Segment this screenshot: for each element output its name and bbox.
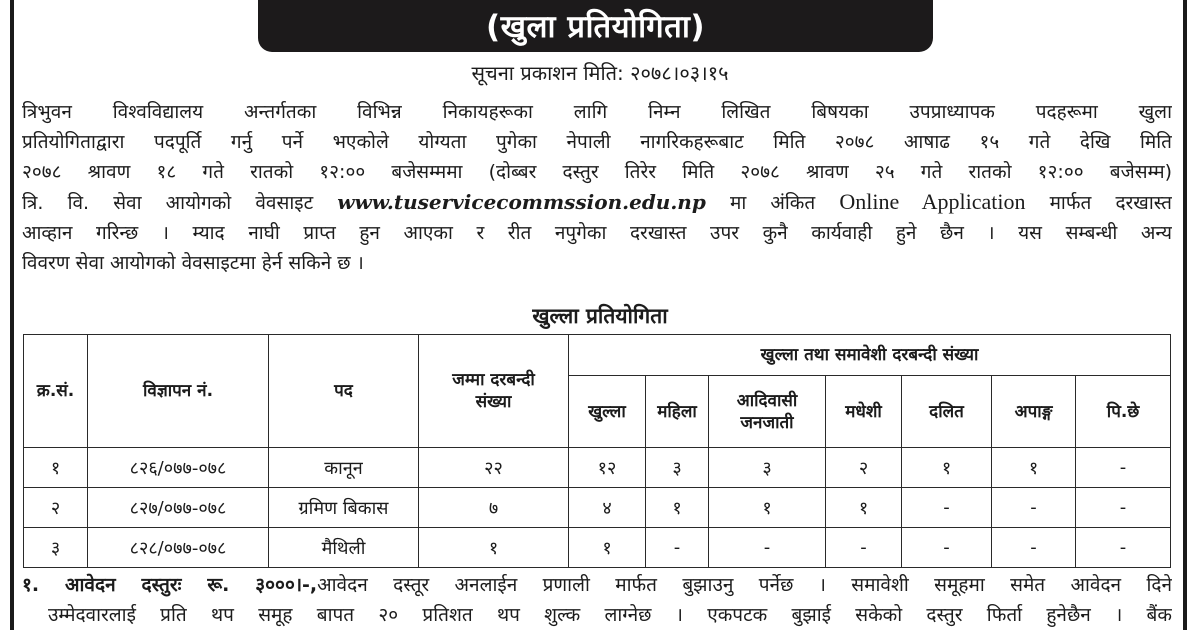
cell-post: कानून	[269, 448, 419, 488]
header-serial: क्र.सं.	[24, 335, 88, 448]
header-post: पद	[269, 335, 419, 448]
notice-line-4-prefix: त्रि. वि. सेवा आयोगको वेवसाइट	[22, 192, 338, 214]
cell-total: ७	[419, 488, 569, 528]
footer-notes	[22, 570, 1172, 630]
cell-women: १	[646, 488, 709, 528]
fee-amount: रू. ३०००।-,	[181, 574, 318, 596]
notice-line-4	[22, 187, 1172, 218]
cell-dalit: १	[902, 448, 992, 488]
cell-women: -	[646, 528, 709, 568]
cell-advert-no: ८२७/०७७-०७८	[88, 488, 269, 528]
fee-label: १. आवेदन दस्तुरः	[22, 574, 182, 596]
header-adivasi-line-2: जनजाती	[740, 412, 794, 433]
header-total	[419, 335, 569, 448]
cell-disabled: -	[992, 488, 1076, 528]
cell-serial: ३	[24, 528, 88, 568]
header-adivasi	[709, 376, 826, 448]
table-row	[24, 488, 1171, 528]
cell-madhesi: १	[826, 488, 902, 528]
cell-advert-no: ८२८/०७७-०७८	[88, 528, 269, 568]
cell-adivasi: -	[709, 528, 826, 568]
fee-text: आवेदन दस्तूर अनलाईन प्रणाली मार्फत बुझाउनु पर्नेछ । समावेशी समूहमा समेत आवेदन दिने	[317, 574, 1172, 596]
cell-adivasi: ३	[709, 448, 826, 488]
cell-disabled: १	[992, 448, 1076, 488]
header-women: महिला	[646, 376, 709, 448]
header-adivasi-line-1: आदिवासी	[736, 390, 798, 411]
table-title: खुल्ला प्रतियोगिता	[532, 304, 668, 328]
cell-post: मैथिली	[269, 528, 419, 568]
cell-post: ग्रमिण बिकास	[269, 488, 419, 528]
header-open: खुल्ला	[569, 376, 646, 448]
cell-madhesi: २	[826, 448, 902, 488]
cell-dalit: -	[902, 528, 992, 568]
table-header-row-1	[24, 335, 1171, 376]
table-row	[24, 448, 1171, 488]
footer-item-1-line-2: उम्मेदवारलाई प्रति थप समूह बापत २० प्रतिशत थप शुल्क लाग्नेछ । एकपटक बुझाई सकेको दस्तुर फिर्ता हुनेछैन । बैंक	[48, 604, 1172, 626]
cell-open: १	[569, 528, 646, 568]
footer-item-1	[22, 570, 1172, 600]
cell-total: १	[419, 528, 569, 568]
notice-paragraph	[22, 97, 1172, 278]
online-application-text: Online Application	[839, 189, 1026, 214]
vacancy-table	[23, 334, 1171, 568]
cell-open: ४	[569, 488, 646, 528]
title-banner	[258, 0, 933, 52]
cell-adivasi: १	[709, 488, 826, 528]
cell-disabled: -	[992, 528, 1076, 568]
notice-line-4-middle: मा अंकित	[705, 192, 840, 214]
cell-women: ३	[646, 448, 709, 488]
header-total-line-2: संख्या	[475, 392, 512, 412]
notice-line-1: त्रिभुवन विश्वविद्यालय अन्तर्गतका विभिन्न निकायहरूका लागि निम्न लिखित बिषयका उपप्राध्यापक पदहरूमा खुला	[22, 101, 1172, 123]
cell-backward: -	[1076, 448, 1171, 488]
cell-backward: -	[1076, 528, 1171, 568]
cell-serial: २	[24, 488, 88, 528]
header-dalit: दलित	[902, 376, 992, 448]
cell-dalit: -	[902, 488, 992, 528]
notice-line-3: २०७८ श्रावण १८ गते रातको १२:०० बजेसम्ममा (दोब्बर दस्तुर तिरेर मिति २०७८ श्रावण २५ गते रातको १२:०० बजेसम्म)	[22, 161, 1172, 183]
notice-line-4-suffix: मार्फत दरखास्त	[1025, 192, 1172, 214]
publication-date: सूचना प्रकाशन मिति: २०७८।०३।१५	[471, 61, 729, 85]
header-madhesi: मधेशी	[826, 376, 902, 448]
table-row	[24, 528, 1171, 568]
header-backward: पि.छे	[1076, 376, 1171, 448]
cell-advert-no: ८२६/०७७-०७८	[88, 448, 269, 488]
header-advert-no: विज्ञापन नं.	[88, 335, 269, 448]
website-link[interactable]: www.tuservicecommssion.edu.np	[337, 190, 706, 214]
header-group: खुल्ला तथा समावेशी दरबन्दी संख्या	[569, 335, 1171, 376]
cell-madhesi: -	[826, 528, 902, 568]
notice-line-2: प्रतियोगिताद्वारा पदपूर्ति गर्नु पर्ने भएकोले योग्यता पुगेका नेपाली नागरिकहरूबाट मिति २०७८ आषाढ १५ गते देखि मिति	[22, 131, 1172, 153]
cell-backward: -	[1076, 488, 1171, 528]
header-total-line-1: जम्मा दरबन्दी	[452, 370, 535, 390]
banner-title: (खुला प्रतियोगिता)	[485, 9, 706, 45]
notice-line-5: आव्हान गरिन्छ । म्याद नाघी प्राप्त हुन आएका र रीत नपुगेका दरखास्त उपर कुनै कार्यवाही हुने छैन । यस सम्बन्धी अन्य	[22, 222, 1172, 244]
cell-open: १२	[569, 448, 646, 488]
header-disabled: अपाङ्ग	[992, 376, 1076, 448]
cell-serial: १	[24, 448, 88, 488]
notice-line-6: विवरण सेवा आयोगको वेवसाइटमा हेर्न सकिने छ ।	[22, 252, 364, 274]
cell-total: २२	[419, 448, 569, 488]
